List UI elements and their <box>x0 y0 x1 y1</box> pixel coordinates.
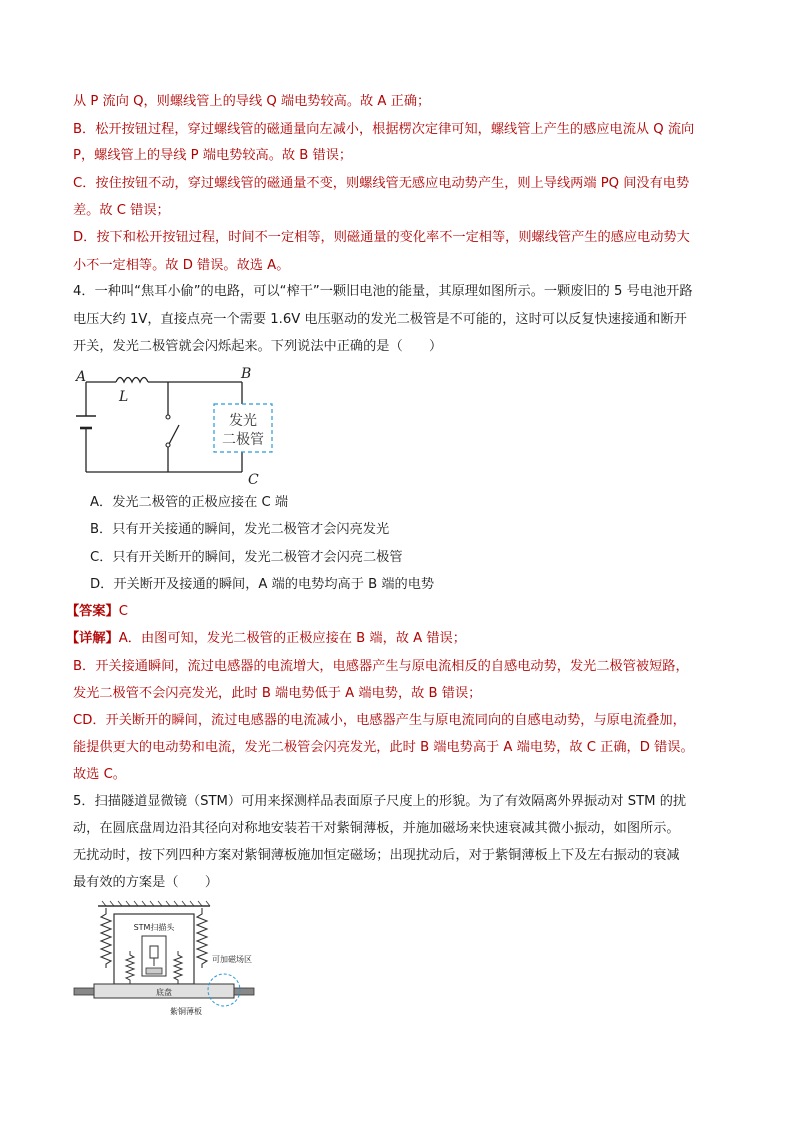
battery-symbol <box>76 416 96 428</box>
q4-option-b: B．只有开关接通的瞬间，发光二极管才会闪亮发光 <box>90 522 390 537</box>
spring-right <box>197 908 207 968</box>
q4-option-c: C．只有开关断开的瞬间，发光二极管才会闪亮二极管 <box>90 550 403 565</box>
answer-value: C <box>118 604 128 619</box>
led-label-2: 二极管 <box>222 432 264 448</box>
q5-stem-line-4: 最有效的方案是（ ） <box>73 875 219 890</box>
q3-option-d-line-2: 小不一定相等。故 D 错误。故选 A。 <box>73 258 290 273</box>
copper-plate-label: 紫铜薄板 <box>170 1007 202 1016</box>
q5-stem-line-1: 5．扫描隧道显微镜（STM）可用来探测样品表面原子尺度上的形貌。为了有效隔离外界振动对 STM 的扰 <box>73 794 687 809</box>
q4-option-d: D．开关断开及接通的瞬间，A 端的电势均高于 B 端的电势 <box>90 577 435 592</box>
magnetic-region-label: 可加磁场区 <box>212 955 252 964</box>
q4-stem-line-3: 开关，发光二极管就会闪烁起来。下列说法中正确的是（ ） <box>73 339 443 354</box>
inductor-label: L <box>119 389 129 405</box>
q4-stem-line-2: 电压大约 1V，直接点亮一个需要 1.6V 电压驱动的发光二极管是不可能的，这时可以反复快速接通和断开 <box>73 312 687 327</box>
q4-detail-line-3: 发光二极管不会闪亮发光，此时 B 端电势低于 A 端电势，故 B 错误； <box>73 686 482 701</box>
q3-option-c-line-1: C．按住按钮不动，穿过螺线管的磁通量不变，则螺线管无感应电动势产生，则上导线两端 PQ 间没有电势 <box>73 176 690 191</box>
q4-detail-line-6: 故选 C。 <box>73 767 126 782</box>
node-a-label: A <box>76 369 87 385</box>
q4-detail-line-2: B．开关接通瞬间，流过电感器的电流增大，电感器产生与原电流相反的自感电动势，发光二极管被短路， <box>73 659 689 674</box>
q5-stem-line-3: 无扰动时，按下列四种方案对紫铜薄板施加恒定磁场；出现扰动后，对于紫铜薄板上下及左右振动的衰减 <box>73 848 680 863</box>
q5-stm-diagram <box>70 898 270 1022</box>
copper-plate-right <box>234 988 254 995</box>
stm-head-label: STM扫描头 <box>133 923 175 932</box>
copper-plate-left <box>74 988 94 995</box>
q4-option-a: A．发光二极管的正极应接在 C 端 <box>90 495 289 510</box>
q3-option-b-line-2: P，螺线管上的导线 P 端电势较高。故 B 错误； <box>73 148 353 163</box>
detail-tag: 【详解】 <box>66 631 119 646</box>
q4-circuit-diagram <box>74 364 274 486</box>
q3-option-c-line-2: 差。故 C 错误； <box>73 203 170 218</box>
node-b-label: B <box>241 366 252 382</box>
q3-line-1: 从 P 流向 Q，则螺线管上的导线 Q 端电势较高。故 A 正确； <box>73 94 431 109</box>
answer-tag: 【答案】 <box>66 604 119 619</box>
q5-stem-line-2: 动，在圆底盘周边沿其径向对称地安装若干对紫铜薄板，并施加磁场来快速衰减其微小振动，如图所示。 <box>73 821 680 836</box>
q4-detail-line-4: CD．开关断开的瞬间，流过电感器的电流减小，电感器产生与原电流同向的自感电动势，与原电流叠加， <box>73 713 686 728</box>
q3-option-b-line-1: B．松开按钮过程，穿过螺线管的磁通量向左减小，根据楞次定律可知，螺线管上产生的感应电流从 Q 流向 <box>73 122 695 137</box>
spring-left <box>101 908 111 968</box>
q4-detail-line-5: 能提供更大的电动势和电流，发光二极管会闪亮发光，此时 B 端电势高于 A 端电势，故 C 正确，D 错误。 <box>73 740 694 755</box>
base-label: 底盘 <box>156 988 172 997</box>
q4-answer <box>66 602 128 622</box>
led-label-1: 发光 <box>229 413 257 429</box>
node-c-label: C <box>248 472 259 486</box>
q4-stem-line-1: 4．一种叫“焦耳小偷”的电路，可以“榨干”一颗旧电池的能量，其原理如图所示。一颗废旧的 5 号电池开路 <box>73 284 693 299</box>
q3-option-d-line-1: D．按下和松开按钮过程，时间不一定相等，则磁通量的变化率不一定相等，则螺线管产生的感应电动势大 <box>73 230 690 245</box>
q4-detail-line-1: 【详解】A．由图可知，发光二极管的正极应接在 B 端，故 A 错误； <box>66 631 466 646</box>
